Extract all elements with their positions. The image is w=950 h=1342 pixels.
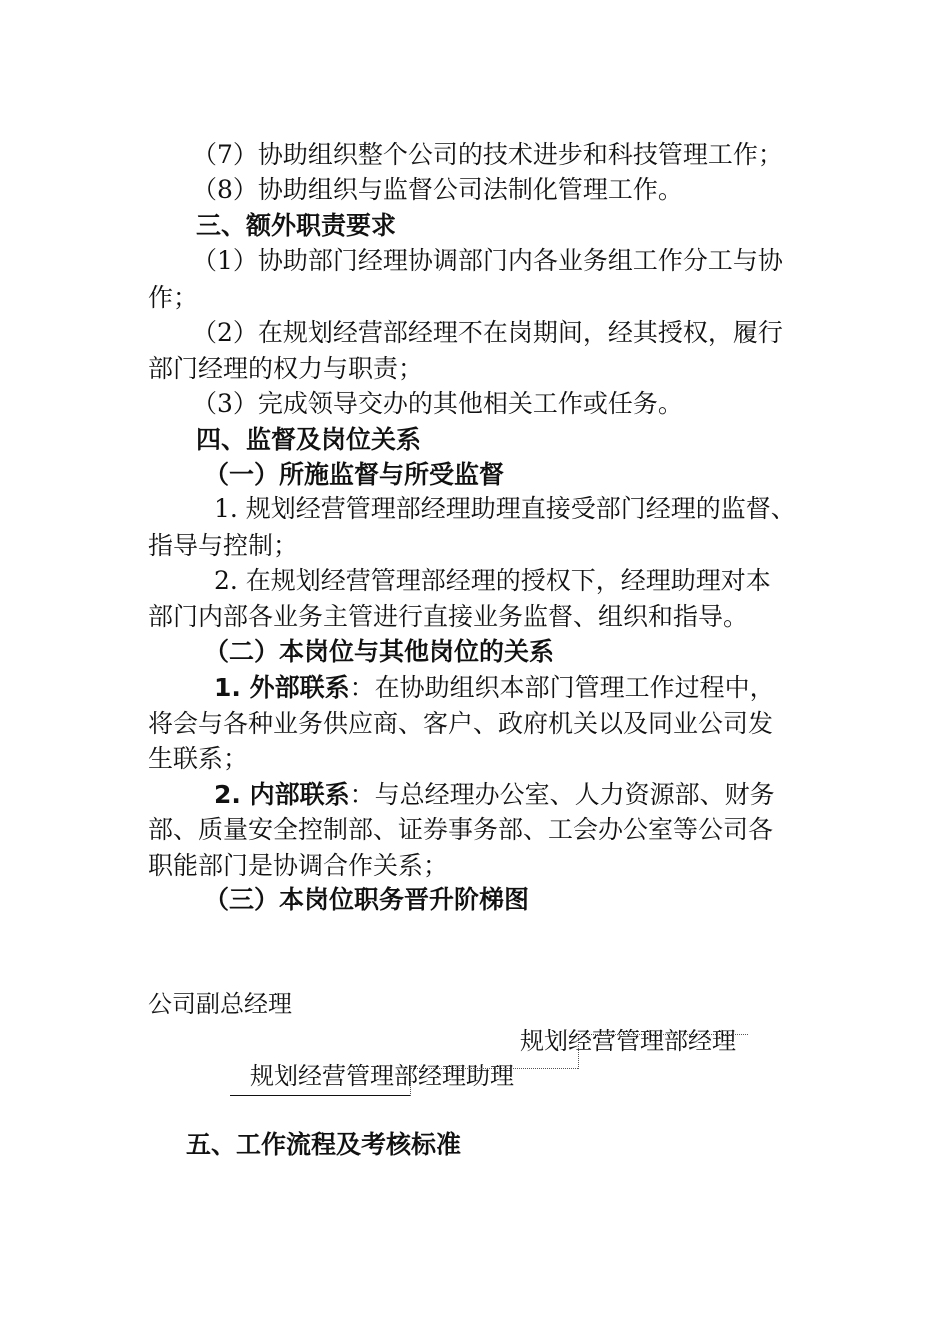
extra-duty-2-line-2: 部门经理的权力与职责；: [148, 354, 424, 383]
external-relation-text: ：在协助组织本部门管理工作过程中，: [349, 673, 775, 702]
supervision-2-line-1: 2. 在规划经营管理部经理的授权下，经理助理对本: [214, 566, 771, 595]
ladder-step-2-riser: [578, 1034, 579, 1069]
external-relation-line-2: 将会与各种业务供应商、客户、政府机关以及同业公司发: [148, 709, 774, 738]
ladder-level-1-label: 规划经营管理部经理助理: [250, 1062, 514, 1090]
internal-relation-line-3: 职能部门是协调合作关系；: [148, 851, 449, 880]
external-relation-line-1: [214, 673, 775, 703]
subsection-2-heading: （二）本岗位与其他岗位的关系: [204, 637, 555, 666]
external-relation-label: 外部联系: [249, 673, 350, 702]
duty-item-8: （8）协助组织与监督公司法制化管理工作。: [192, 175, 683, 204]
ladder-level-3-label: 公司副总经理: [148, 990, 292, 1018]
internal-relation-line-2: 部、质量安全控制部、证券事务部、工会办公室等公司各: [148, 815, 774, 844]
extra-duty-3: （3）完成领导交办的其他相关工作或任务。: [192, 389, 683, 418]
ladder-level-2-label: 规划经营管理部经理: [520, 1027, 736, 1055]
section-4-heading: 四、监督及岗位关系: [196, 425, 422, 454]
supervision-1-line-1: 1. 规划经营管理部经理助理直接受部门经理的监督、: [214, 494, 796, 523]
ladder-step-2-base: [410, 1068, 578, 1069]
internal-relation-label: 内部联系: [249, 780, 350, 809]
ladder-step-1-riser: [410, 1068, 411, 1096]
supervision-2-line-2: 部门内部各业务主管进行直接业务监督、组织和指导。: [148, 602, 749, 631]
extra-duty-1-line-2: 作；: [148, 283, 199, 312]
extra-duty-1-line-1: （1）协助部门经理协调部门内各业务组工作分工与协: [192, 246, 783, 275]
subsection-3-heading: （三）本岗位职务晋升阶梯图: [204, 885, 530, 914]
external-relation-line-3: 生联系；: [148, 744, 249, 773]
external-relation-number: 1.: [214, 673, 250, 702]
section-5-heading: 五、工作流程及考核标准: [186, 1130, 462, 1159]
subsection-1-heading: （一）所施监督与所受监督: [204, 460, 505, 489]
internal-relation-number: 2.: [214, 780, 250, 809]
ladder-step-3-base: [578, 1034, 748, 1035]
duty-item-7: （7）协助组织整个公司的技术进步和科技管理工作；: [192, 140, 783, 169]
extra-duty-2-line-1: （2）在规划经营部经理不在岗期间，经其授权，履行: [192, 318, 783, 347]
internal-relation-text: ：与总经理办公室、人力资源部、财务: [349, 780, 775, 809]
ladder-step-1-base: [230, 1095, 410, 1096]
internal-relation-line-1: [214, 780, 775, 810]
supervision-1-line-2: 指导与控制；: [148, 531, 299, 560]
section-3-heading: 三、额外职责要求: [196, 211, 397, 240]
